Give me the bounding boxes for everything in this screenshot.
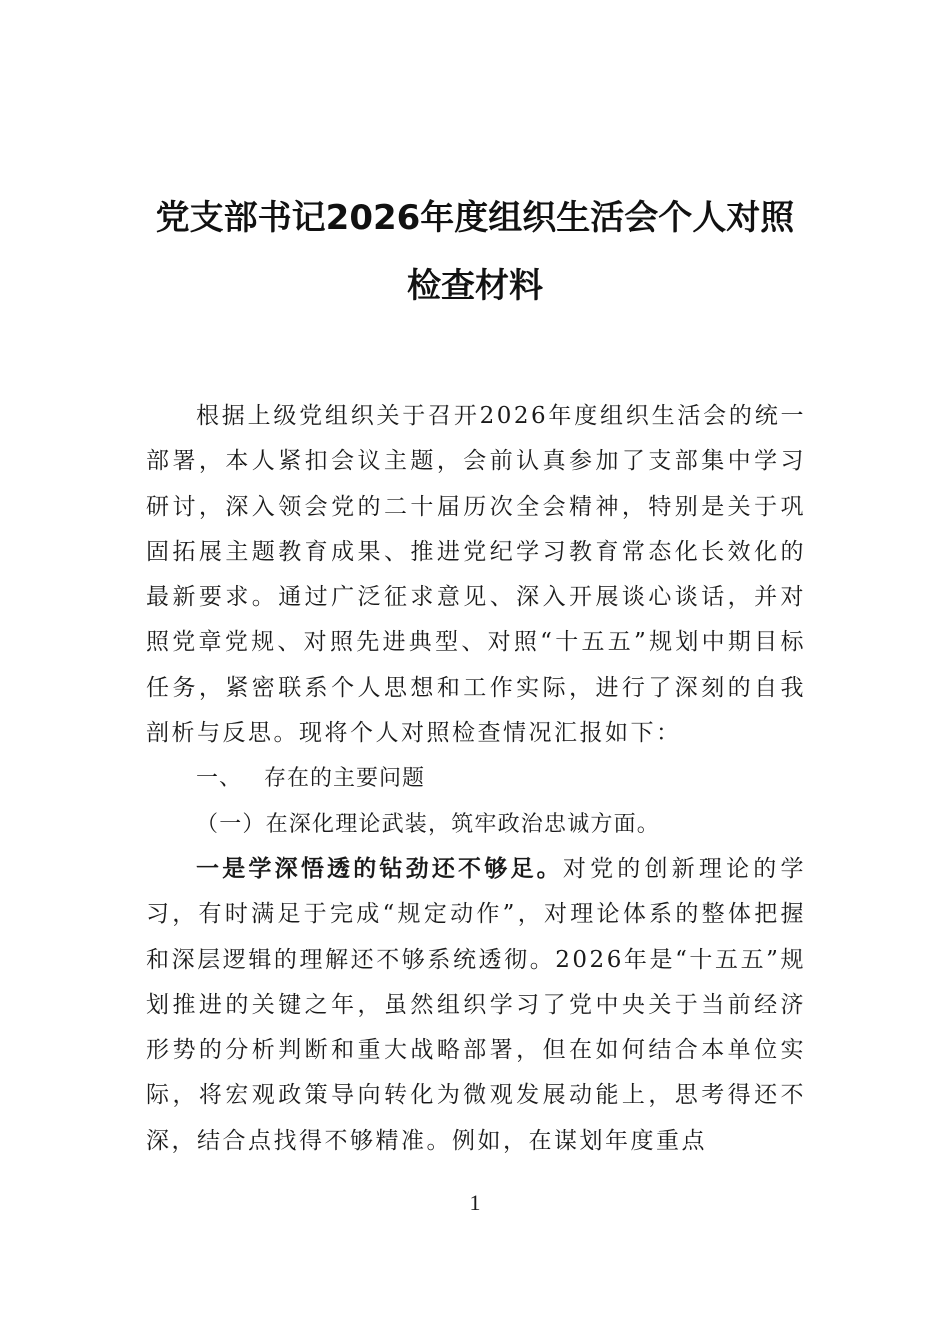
document-body	[146, 394, 806, 1164]
section-heading	[146, 756, 806, 801]
intro-paragraph: 根据上级党组织关于召开2026年度组织生活会的统一部署，本人紧扣会议主题，会前认真参加了支部集中学习研讨，深入领会党的二十届历次全会精神，特别是关于巩固拓展主题教育成果、推进党纪学习教育常态化长效化的最新要求。通过广泛征求意见、深入开展谈心谈话，并对照党章党规、对照先进典型、对照“十五五”规划中期目标任务，紧密联系个人思想和工作实际，进行了深刻的自我剖析与反思。现将个人对照检查情况汇报如下：	[146, 403, 806, 747]
point-paragraph	[146, 847, 806, 1164]
page-number: 1	[469, 1190, 481, 1215]
section-number: 一、	[196, 766, 243, 792]
document-title-line-2: 检查材料	[407, 266, 543, 306]
point-lead: 一是学深悟透的钻劲还不够足。	[196, 855, 563, 882]
point-text: 对党的创新理论的学习，有时满足于完成“规定动作”，对理论体系的整体把握和深层逻辑的理解还不够系统透彻。2026年是“十五五”规划推进的关键之年，虽然组织学习了党中央关于当前经济形势的分析判断和重大战略部署，但在如何结合本单位实际，将宏观政策导向转化为微观发展动能上，思考得还不深，结合点找得不够精准。例如，在谋划年度重点	[146, 855, 807, 1154]
document-title-line-1: 党支部书记2026年度组织生活会个人对照	[155, 198, 795, 238]
section-title: 存在的主要问题	[264, 766, 426, 792]
subsection-heading: （一）在深化理论武装，筑牢政治忠诚方面。	[196, 811, 661, 837]
